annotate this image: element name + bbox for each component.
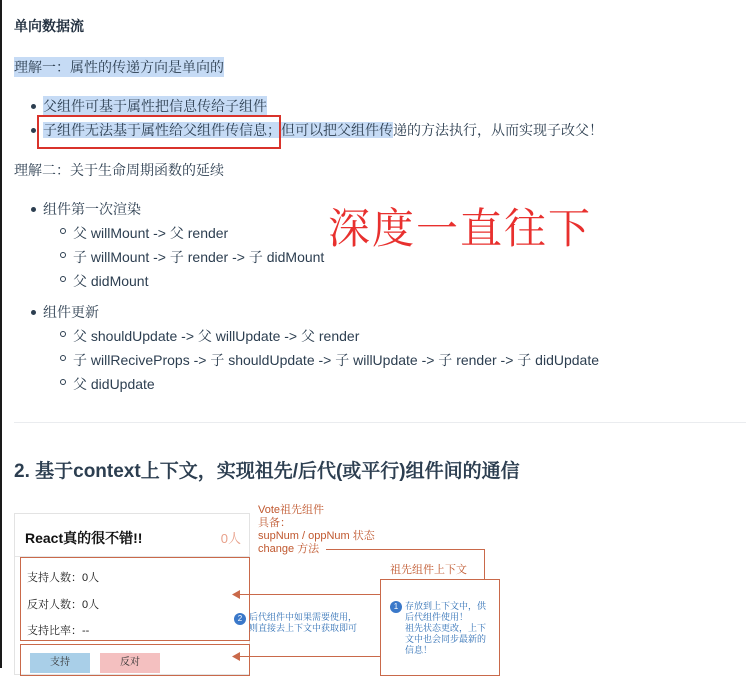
note-line: supNum / oppNum 状态 bbox=[258, 530, 375, 542]
text-line: 祖先状态更改，上下 bbox=[405, 623, 487, 633]
connector-line bbox=[326, 549, 484, 550]
arrow-left-icon bbox=[232, 590, 240, 599]
vote-card bbox=[14, 513, 250, 675]
text-line: 信息！ bbox=[405, 645, 433, 655]
understanding-one: 理解一：属性的传递方向是单向的 bbox=[14, 59, 224, 75]
stat-ratio: 支持比率：-- bbox=[27, 625, 90, 637]
sub-list-item: 父 didMount bbox=[73, 273, 149, 289]
plain-text: 递的方法执行，从而实现子改父！ bbox=[393, 122, 603, 138]
list-item: 父组件可基于属性把信息传给子组件 bbox=[43, 98, 267, 114]
annotation-depth-downward: 深度一直往下 bbox=[328, 205, 593, 252]
circle-bullet-icon bbox=[60, 276, 66, 282]
sub-list-item: 父 shouldUpdate -> 父 willUpdate -> 父 render bbox=[73, 328, 360, 344]
circle-bullet-icon bbox=[60, 379, 66, 385]
text-line: 文中也会同步最新的 bbox=[405, 634, 487, 644]
boxed-text: 子组件无法基于属性给父组件传信息 bbox=[43, 122, 267, 138]
connector-arrow bbox=[238, 594, 380, 595]
red-highlight-box bbox=[37, 115, 281, 149]
bullet-icon bbox=[31, 104, 36, 109]
step-one-badge: 1 bbox=[390, 601, 402, 613]
section-two-title: 2. 基于context上下文，实现祖先/后代(或平行)组件间的通信 bbox=[14, 461, 520, 482]
support-button[interactable]: 支持 bbox=[30, 653, 90, 673]
step-two-text bbox=[249, 612, 357, 634]
arrow-left-icon bbox=[232, 652, 240, 661]
bullet-icon bbox=[31, 207, 36, 212]
text-line: 后代组件中如果需要使用， bbox=[249, 612, 358, 622]
understanding-two: 理解二：关于生命周期函数的延续 bbox=[14, 162, 224, 178]
buttons-box bbox=[20, 644, 250, 676]
ancestor-context-title: 祖先组件上下文 bbox=[390, 564, 467, 576]
sub-list-item: 子 willMount -> 子 render -> 子 didMount bbox=[73, 249, 325, 265]
note-line: 具备： bbox=[258, 517, 291, 529]
text-line: 存放到上下文中，供 bbox=[405, 601, 487, 611]
connector-arrow bbox=[238, 656, 380, 657]
sub-list-item: 子 willReciveProps -> 子 shouldUpdate -> 子 willUpdate -> 子 render -> 子 didUpdate bbox=[73, 352, 600, 368]
circle-bullet-icon bbox=[60, 228, 66, 234]
card-count: 0人 bbox=[220, 531, 241, 546]
step-two-badge: 2 bbox=[234, 613, 246, 625]
stats-box bbox=[20, 557, 250, 641]
bullet-icon bbox=[31, 128, 36, 133]
note-line: change 方法 bbox=[258, 543, 320, 555]
text-line: 则直接去上下文中获取即可 bbox=[249, 623, 358, 633]
heading-one-way-data-flow: 单向数据流 bbox=[14, 18, 84, 34]
circle-bullet-icon bbox=[60, 252, 66, 258]
stat-support: 支持人数：0人 bbox=[27, 572, 100, 584]
card-title: React真的很不错!! bbox=[25, 530, 143, 546]
highlighted-text: ；但可以把父组件传 bbox=[267, 122, 393, 138]
list-item-update: 组件更新 bbox=[43, 304, 99, 320]
text-line: 后代组件使用！ bbox=[405, 612, 469, 622]
circle-bullet-icon bbox=[60, 331, 66, 337]
window-edge bbox=[0, 0, 2, 668]
list-item-first-render: 组件第一次渲染 bbox=[43, 201, 141, 217]
note-line: Vote祖先组件 bbox=[258, 504, 325, 516]
stat-oppose: 反对人数：0人 bbox=[27, 599, 100, 611]
step-one-text bbox=[405, 601, 486, 656]
oppose-button[interactable]: 反对 bbox=[100, 653, 160, 673]
sub-list-item: 父 didUpdate bbox=[73, 376, 155, 392]
bullet-icon bbox=[31, 310, 36, 315]
sub-list-item: 父 willMount -> 父 render bbox=[73, 225, 229, 241]
circle-bullet-icon bbox=[60, 355, 66, 361]
divider bbox=[14, 422, 746, 423]
connector-line bbox=[484, 549, 485, 579]
